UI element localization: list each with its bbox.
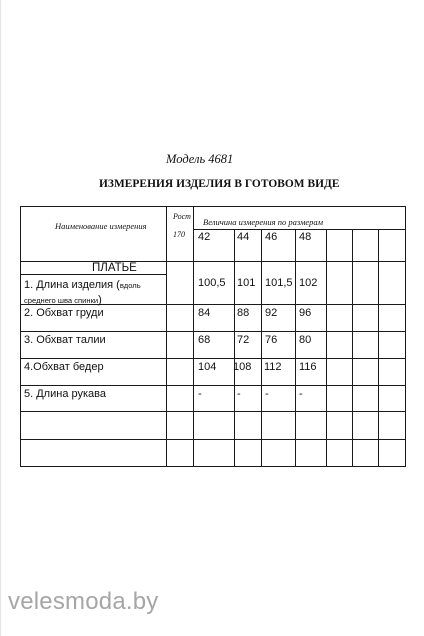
row-5-value-48: - (299, 388, 303, 400)
row-2-value-48: 96 (299, 307, 312, 319)
col-line-s5 (352, 229, 353, 466)
row-3-value-48: 80 (299, 334, 312, 346)
row-1-name-line2 (24, 290, 102, 308)
col-line-s1 (234, 229, 235, 466)
row-line-4 (21, 385, 405, 386)
row-4-value-44: 108 (233, 361, 252, 373)
row-1-value-46: 101,5 (265, 277, 293, 289)
col-line-s2 (261, 229, 262, 466)
row-line-sizes (193, 229, 405, 230)
measurements-table (20, 206, 406, 467)
header-height: Рост (173, 212, 191, 221)
row-2-value-42: 84 (198, 307, 211, 319)
row-2-value-44: 88 (237, 307, 250, 319)
col-line-height (193, 207, 194, 466)
header-name: Наименование измерения (55, 221, 147, 231)
row-3-name: 3. Обхват талии (24, 334, 106, 346)
size-header-46: 46 (265, 231, 278, 243)
row-line-header (21, 261, 405, 262)
row-4-value-46: 112 (264, 361, 282, 373)
watermark: velesmoda.by (8, 588, 159, 615)
row-5-value-44: - (237, 388, 241, 400)
row-1-value-44: 101 (237, 277, 256, 289)
row-line-3 (21, 358, 405, 359)
section-label: ПЛАТЬЕ (92, 262, 137, 274)
row-5-name: 5. Длина рукава (24, 388, 106, 400)
row-1-value-42: 100,5 (198, 277, 226, 289)
row-3-value-44: 72 (237, 334, 250, 346)
header-sizes: Величина измерения по размерам (203, 217, 324, 227)
row-4-value-48: 116 (299, 361, 317, 373)
row-line-5 (21, 411, 405, 412)
row-4-name: 4.Обхват бедер (24, 361, 104, 373)
row-5-value-42: - (198, 388, 202, 400)
row-2-value-46: 92 (265, 307, 278, 319)
row-1-name-small: вдоль (119, 281, 141, 290)
row-line-2 (21, 331, 405, 332)
row-2-name: 2. Обхват груди (24, 307, 104, 319)
col-line-name (166, 207, 167, 466)
col-line-s4 (326, 229, 327, 466)
row-5-value-46: - (265, 388, 269, 400)
document-title: ИЗМЕРЕНИЯ ИЗДЕЛИЯ В ГОТОВОМ ВИДЕ (99, 178, 340, 190)
row-3-value-42: 68 (198, 334, 211, 346)
model-label: Модель 4681 (166, 152, 234, 166)
size-header-42: 42 (198, 231, 211, 243)
row-line-6 (21, 439, 405, 440)
row-1-name-line2-small: среднего шва спинки (24, 296, 99, 305)
row-1-name-line2-end: ) (98, 294, 102, 306)
page-edge (0, 0, 1, 636)
row-3-value-46: 76 (265, 334, 278, 346)
col-line-s6 (378, 229, 379, 466)
header-height-value: 170 (173, 230, 185, 239)
row-1-value-48: 102 (299, 277, 318, 289)
col-line-s3 (295, 229, 296, 466)
size-header-48: 48 (299, 231, 312, 243)
size-header-44: 44 (237, 231, 250, 243)
row-1-name-main: 1. Длина изделия ( (24, 279, 120, 291)
row-4-value-42: 104 (198, 361, 217, 373)
